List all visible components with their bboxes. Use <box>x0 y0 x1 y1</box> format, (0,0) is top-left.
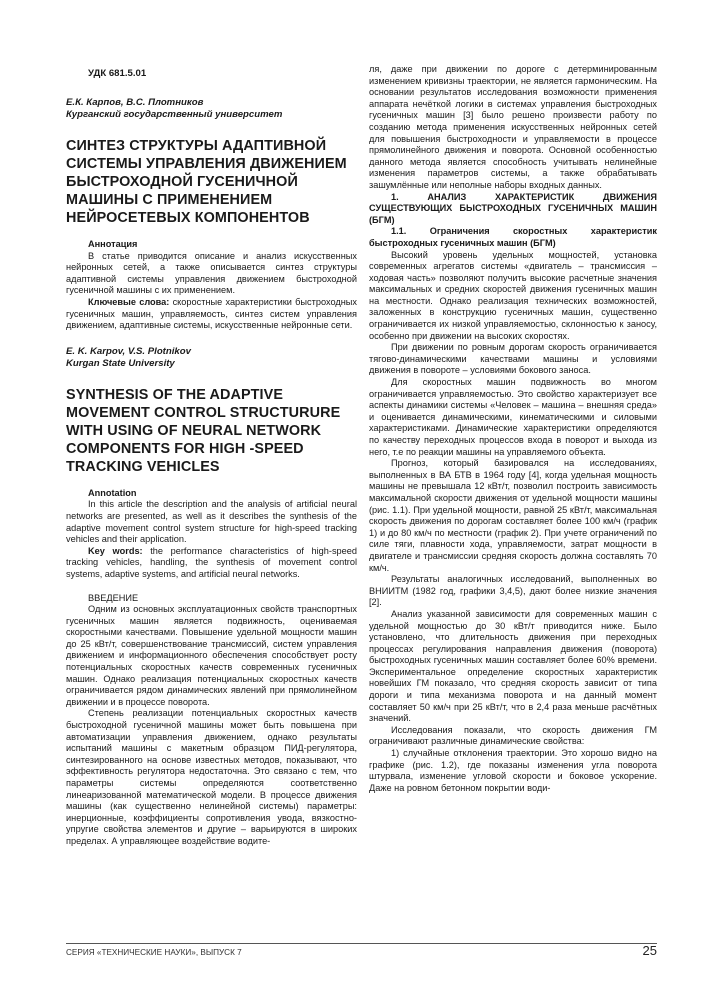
annotation-ru: В статье приводится описание и анализ искусственных нейронных сетей, а также описывается синтез структуры адаптивной системы управления движением быстроходной гусеничной машины с их применением. <box>66 250 357 296</box>
footer-divider <box>66 943 657 944</box>
keywords-label-ru: Ключевые слова: <box>88 296 170 307</box>
section-1-heading: 1. АНАЛИЗ ХАРАКТЕРИСТИК ДВИЖЕНИЯ СУЩЕСТВУЮЩИХ БЫСТРОХОДНЫХ ГУСЕНИЧНЫХ МАШИН (БГМ) <box>369 191 657 225</box>
intro-paragraph-1: Одним из основных эксплуатационных свойств транспортных гусеничных машин является подвижность, оцениваемая скоростными качествами. Повышение удельной мощности машин до 25 кВт/т, совершенствование трансмиссий, систем управления движением и информационного обеспечения способствует росту потенциальных скоростных качеств современных гусеничных машин. Однако реализация потенциальных скоростных качеств ограничивается рядом динамических явлений при прямолинейном движении и в процессе поворота. <box>66 604 357 707</box>
affiliation-en: Kurgan State University <box>66 357 175 369</box>
author-names-en: E. K. Karpov, V.S. Plotnikov <box>66 345 191 357</box>
intro-paragraph-2: Степень реализации потенциальных скоростных качеств быстроходной гусеничной машины может быть повышена при автоматизации управления движением, однако результаты испытаний машины с макетным образцом ПИД-регулятора, синтезированного на основе известных методов, показывают, что эффективность регулятора недостаточна. Это связано с тем, что параметры системы определяются соответственно линеаризованной математической модели. В процессе движения машины (как существенно нелинейной системы) параметры: инерционные, коэффициенты сопротивления увода, вязкостно-упругие свойства элементов и другие – варьируются в широких пределах. А управляющее воздействие водите- <box>66 708 357 846</box>
intro-heading: ВВЕДЕНИЕ <box>88 592 139 603</box>
left-column <box>66 64 357 848</box>
keywords-text-ru: скоростные характеристики быстроходных гусеничных машин, управляемость, синтез систем управления движением, адаптивные системы, искусственные нейронные сети. <box>66 296 357 331</box>
body-paragraph-8: 1) случайные отклонения траектории. Это хорошо видно на графике (рис. 1.2), где показаны изменения угла поворота штурвала, изменение угловой скорости и боковое ускорение. Даже на ровном бетонном покрытии води- <box>369 748 657 793</box>
body-paragraph-7: Исследования показали, что скорость движения ГМ ограничивают различные динамические свойства: <box>369 724 657 747</box>
affiliation-ru: Курганский государственный университет <box>66 109 283 120</box>
keywords-ru <box>66 297 357 332</box>
page-number: 25 <box>642 943 657 958</box>
right-column <box>369 64 657 794</box>
section-1-1-heading: 1.1. Ограничения скоростных характеристик быстроходных гусеничных машин (БГМ) <box>369 226 657 248</box>
paragraph-continued: ля, даже при движении по дороге с детерминированным изменением кривизны траектории, не является гармоническим. На основании результатов исследования возможности применения аппарата нечёткой логики в системах управления быстроходных гусеничных машин [3] было решено произвести работу по созданию метода применения искусственных нейронных сетей для повышения быстроходности и управляемости в процессе прямолинейного движения и поворота. Основной особенностью данного метода является способность учитывать нелинейные изменения параметров системы, а также обрабатывать зашумлённые или неполные наборы входных данных. <box>369 64 657 190</box>
body-paragraph-6: Анализ указанной зависимости для современных машин с удельной мощностью до 30 кВт/т приводится ниже. Было установлено, что длительность движения при переходных процессах регулирования направления движения (поворота) быстроходных гусеничных машин составляет более 60% времени. Экспериментальное определение скоростных характеристик новейших ГМ показало, что средняя скорость зависит от типа дороги и типа механизма поворота и на данный момент составляет 50 км/ч при 25 кВт/т, что в 2,4 раза меньше расчётных значений. <box>369 608 657 724</box>
title-en: SYNTHESIS OF THE ADAPTIVE MOVEMENT CONTROL STRUCTURURE WITH USING OF NEURAL NETWORK COMPONENTS FOR HIGH -SPEED TRACKING VEHICLES <box>66 386 341 475</box>
annotation-heading-en: Annotation <box>88 487 137 498</box>
body-paragraph-5: Результаты аналогичных исследований, выполненных во ВНИИТМ (1982 год, графики 3,4,5), дают более низкие значения [2]. <box>369 574 657 608</box>
body-paragraph-3: Для скоростных машин подвижность во многом ограничивается управляемостью. Это свойство характеризует все аспекты динамики системы «Человек – машина – внешняя среда» и оценивается динамическими, кинематическими и силовыми характеристиками. Динамические характеристики определяются по качеству переходных процессов входа в поворот и выхода из него, т.е по реакции машины на управляемого объекта. <box>369 377 657 457</box>
footer-series: СЕРИЯ «ТЕХНИЧЕСКИЕ НАУКИ», ВЫПУСК 7 <box>66 948 242 957</box>
body-paragraph-4: Прогноз, который базировался на исследованиях, выполненных в ВА БТВ в 1964 году [4], когда удельная мощность машины не превышала 12 кВт/т, позволил построить зависимость максимальной скорости движения от удельной мощности машины (рис. 1.1). При удельной мощности, равной 25 кВт/т, максимальная скорость движения по дорогам составляет более 100 км/ч (график 1) и до 80 км/ч по местности (график 2). При учете ограничений по силе тяги, плавности хода, управляемости, затрат мощности в двигателе и трансмиссии средняя скорость должна составлять 70 км/ч. <box>369 458 657 573</box>
authors-ru <box>66 97 357 121</box>
udk-code: УДК 681.5.01 <box>88 68 147 79</box>
keywords-label-en: Key words: <box>88 545 143 556</box>
keywords-text-en: the performance characteristics of high-speed tracking vehicles, handling, the synthesis of movement control systems, adaptive systems, and artificial neural networks. <box>66 545 357 579</box>
author-names-ru: Е.К. Карпов, В.С. Плотников <box>66 97 204 108</box>
authors-en <box>66 346 357 370</box>
title-ru: СИНТЕЗ СТРУКТУРЫ АДАПТИВНОЙ СИСТЕМЫ УПРАВЛЕНИЯ ДВИЖЕНИЕМ БЫСТРОХОДНОЙ ГУСЕНИЧНОЙ МАШИНЫ С ПРИМЕНЕНИЕМ НЕЙРОСЕТЕВЫХ КОМПОНЕНТОВ <box>66 138 347 226</box>
body-paragraph-1: Высокий уровень удельных мощностей, установка современных агрегатов системы «двигатель – трансмиссия – ходовая часть» позволяют получить высокие расчетные значения максимальных и средних скоростей движения гусеничных машин на местности. Однако реализация технических возможностей, заложенных в конструкцию гусеничных машин, существенно ограничивается их низкой управляемостью, склонностью к заносу, особенно при движении на высоких скоростях. <box>369 249 657 341</box>
annotation-en: In this article the description and the analysis of artificial neural networks are presented, as well as it describes the synthesis of the adaptive movement control system structure for high-speed tracking vehicles and their application. <box>66 499 357 545</box>
keywords-en <box>66 546 357 581</box>
body-paragraph-2: При движении по ровным дорогам скорость ограничивается тягово-динамическими качествами машины и условиями движения в повороте – условиями бокового заноса. <box>369 342 657 376</box>
annotation-heading-ru: Аннотация <box>88 239 138 249</box>
